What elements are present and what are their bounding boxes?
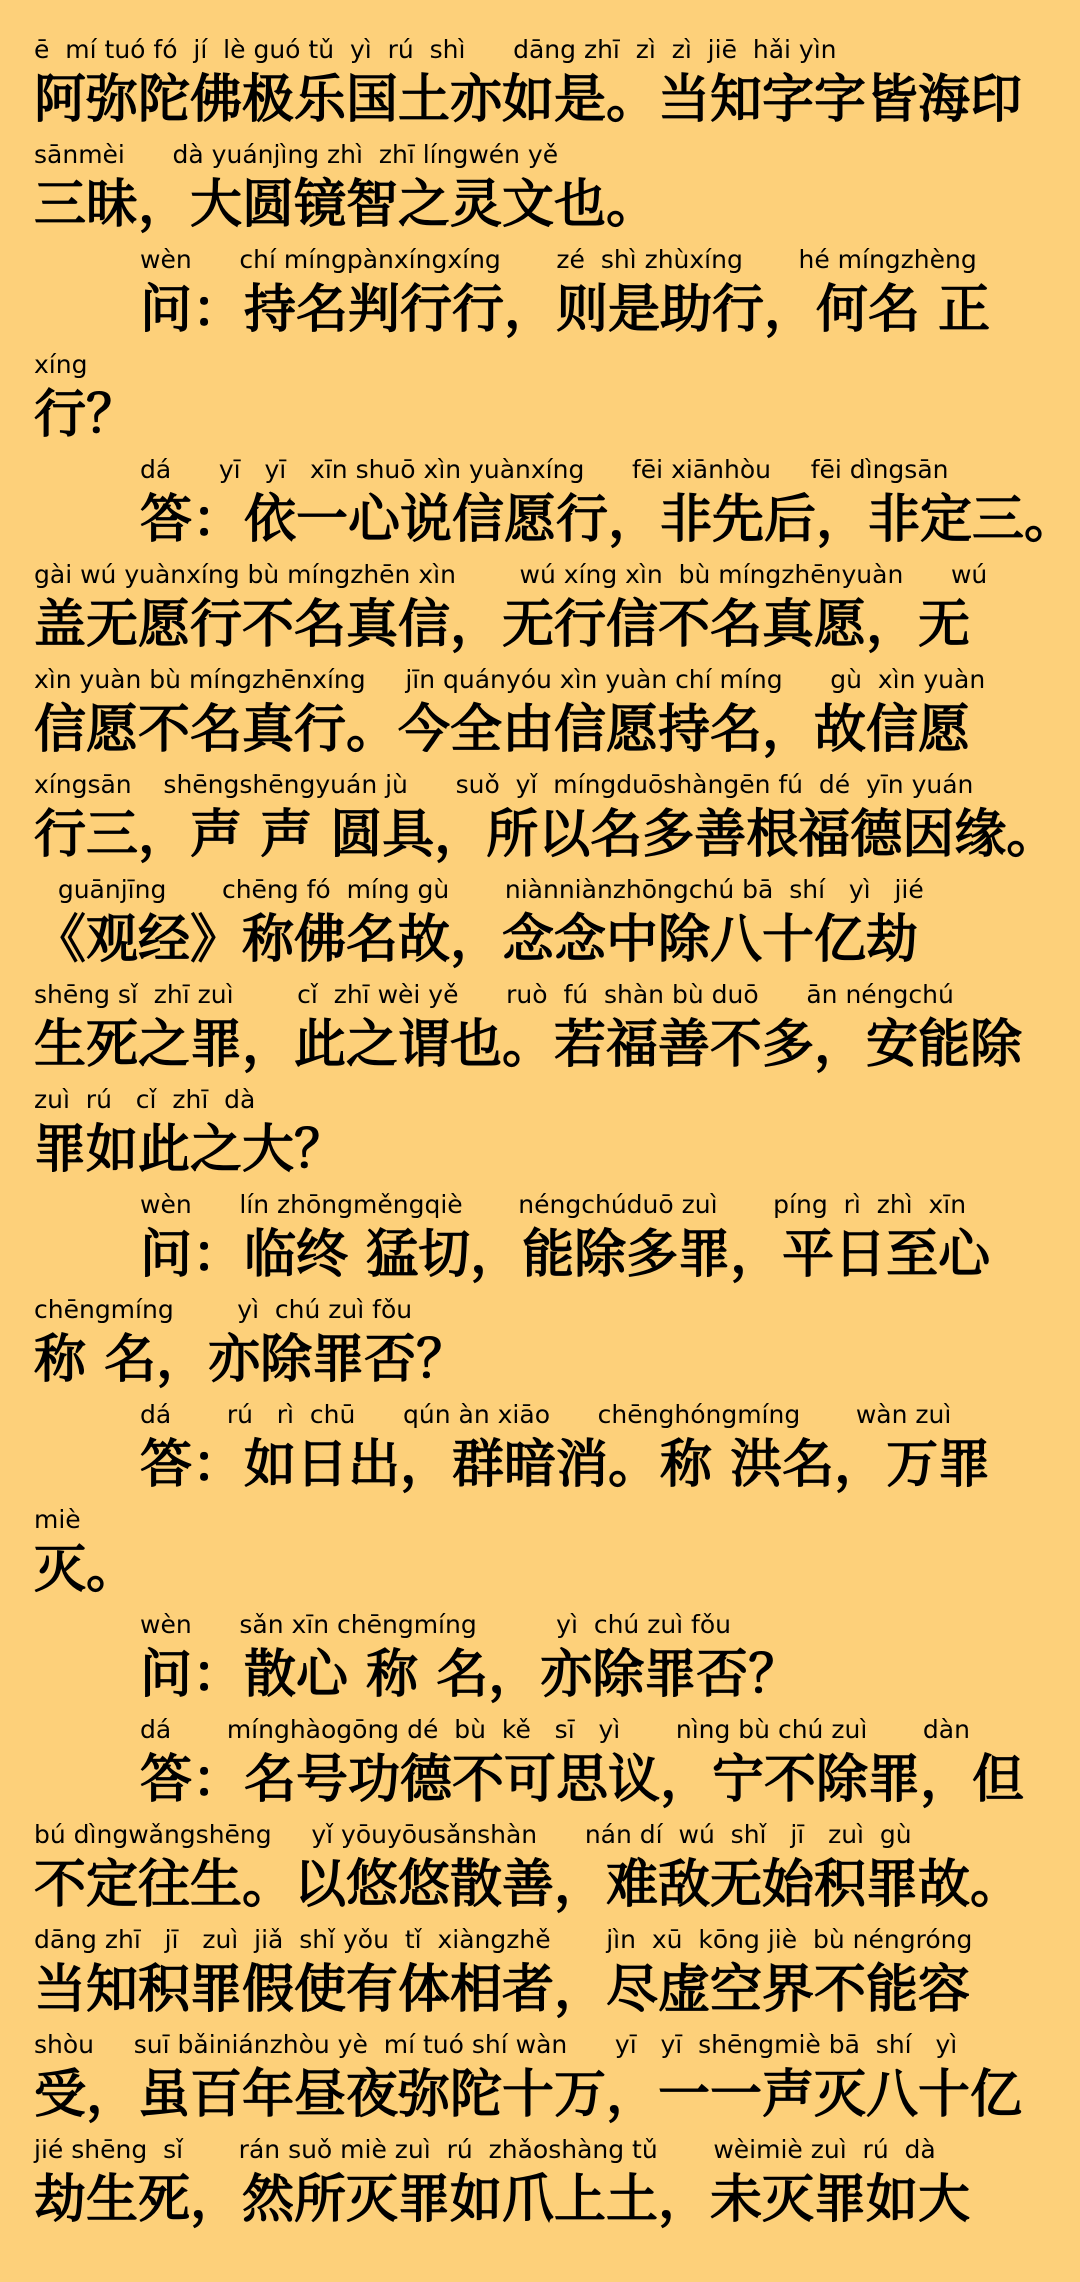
text-line <box>0 135 1080 239</box>
hanzi-line: 答：依一心说信愿行，非先后，非定三。 <box>140 490 1077 550</box>
hanzi-line: 当知积罪假使有体相者，尽虚空界不能容 <box>34 1960 971 2020</box>
pinyin-line: bú dìngwǎngshēng yǐ yōuyōusǎnshàn nán dí wú shǐ jī zuì gù <box>34 1820 912 1849</box>
text-line <box>0 1605 1080 1709</box>
text-line <box>0 2025 1080 2129</box>
hanzi-line: 三昧，大圆镜智之灵文也。 <box>34 175 659 235</box>
text-line <box>0 1815 1080 1919</box>
pinyin-line: dāng zhī jī zuì jiǎ shǐ yǒu tǐ xiàngzhě jìn xū kōng jiè bù néngróng <box>34 1925 973 1954</box>
hanzi-line: 答：名号功德不可思议，宁不除罪，但 <box>140 1750 1025 1810</box>
hanzi-line: 劫生死，然所灭罪如爪上土，未灭罪如大 <box>34 2170 971 2230</box>
pinyin-line: shēng sǐ zhī zuì cǐ zhī wèi yě ruò fú shàn bù duō ān néngchú <box>34 980 954 1009</box>
hanzi-line: 信愿不名真行。今全由信愿持名，故信愿 <box>34 700 971 760</box>
pinyin-line: shòu suī bǎiniánzhòu yè mí tuó shí wàn yī yī shēngmiè bā shí yì <box>34 2030 958 2059</box>
pinyin-line: jié shēng sǐ rán suǒ miè zuì rú zhǎoshàng tǔ wèimiè zuì rú dà <box>34 2135 936 2164</box>
pinyin-line: dá rú rì chū qún àn xiāo chēnghóngmíng wàn zuì <box>140 1400 952 1429</box>
pinyin-line: xíngsān shēngshēngyuán jù suǒ yǐ míngduōshàngēn fú dé yīn yuán <box>34 770 974 799</box>
text-line <box>0 345 1080 449</box>
hanzi-line: 罪如此之大？ <box>34 1120 347 1180</box>
pinyin-line: miè <box>34 1505 81 1534</box>
hanzi-line: 阿弥陀佛极乐国土亦如是。当知字字皆海印 <box>34 70 1023 130</box>
text-line <box>0 1395 1080 1499</box>
text-line <box>0 1185 1080 1289</box>
pinyin-line: wèn lín zhōngměngqiè néngchúduō zuì píng rì zhì xīn <box>140 1190 967 1219</box>
hanzi-line: 不定往生。以悠悠散善，难敌无始积罪故。 <box>34 1855 1023 1915</box>
pinyin-line: guānjīng chēng fó míng gù niànniànzhōngchú bā shí yì jié <box>34 875 924 904</box>
pinyin-line: dá yī yī xīn shuō xìn yuànxíng fēi xiānhòu fēi dìngsān <box>140 455 949 484</box>
pinyin-line: chēngmíng yì chú zuì fǒu <box>34 1295 413 1324</box>
hanzi-line: 问：临终 猛切，能除多罪，平日至心 <box>140 1225 991 1285</box>
hanzi-line: 受，虽百年昼夜弥陀十万，一一声灭八十亿 <box>34 2065 1023 2125</box>
text-line <box>0 1080 1080 1184</box>
hanzi-line: 问：散心 称 名，亦除罪否？ <box>140 1645 801 1705</box>
text-line <box>0 1920 1080 2024</box>
hanzi-line: 生死之罪，此之谓也。若福善不多，安能除 <box>34 1015 1023 1075</box>
text-line <box>0 1710 1080 1814</box>
hanzi-line: 问：持名判行行，则是助行，何名 正 <box>140 280 991 340</box>
pinyin-line: xìn yuàn bù míngzhēnxíng jīn quányóu xìn yuàn chí míng gù xìn yuàn <box>34 665 986 694</box>
text-line <box>0 555 1080 659</box>
text-line <box>0 450 1080 554</box>
text-line <box>0 240 1080 344</box>
pinyin-line: xíng <box>34 350 88 379</box>
text-line <box>0 870 1080 974</box>
pinyin-line: gài wú yuànxíng bù míngzhēn xìn wú xíng xìn bù míngzhēnyuàn wú <box>34 560 988 589</box>
text-line <box>0 1290 1080 1394</box>
pinyin-line: ē mí tuó fó jí lè guó tǔ yì rú shì dāng zhī zì zì jiē hǎi yìn <box>34 35 837 64</box>
hanzi-line: 《观经》称佛名故，念念中除八十亿劫 <box>34 910 919 970</box>
pinyin-line: dá mínghàogōng dé bù kě sī yì nìng bù chú zuì dàn <box>140 1715 970 1744</box>
hanzi-line: 行？ <box>34 385 139 445</box>
text-line <box>0 2130 1080 2234</box>
text-line <box>0 660 1080 764</box>
hanzi-line: 灭。 <box>34 1540 139 1600</box>
hanzi-line: 称 名，亦除罪否？ <box>34 1330 469 1390</box>
pinyin-line: wèn chí míngpànxíngxíng zé shì zhùxíng hé míngzhèng <box>140 245 977 274</box>
text-line <box>0 765 1080 869</box>
pinyin-line: wèn sǎn xīn chēngmíng yì chú zuì fǒu <box>140 1610 732 1639</box>
text-line <box>0 30 1080 134</box>
hanzi-line: 盖无愿行不名真信，无行信不名真愿，无 <box>34 595 971 655</box>
text-line <box>0 975 1080 1079</box>
hanzi-line: 行三，声 声 圆具，所以名多善根福德因缘。 <box>34 805 1059 865</box>
pinyin-line: zuì rú cǐ zhī dà <box>34 1085 256 1114</box>
hanzi-line: 答：如日出，群暗消。称 洪名，万罪 <box>140 1435 991 1495</box>
pinyin-line: sānmèi dà yuánjìng zhì zhī língwén yě <box>34 140 559 169</box>
text-line <box>0 1500 1080 1604</box>
